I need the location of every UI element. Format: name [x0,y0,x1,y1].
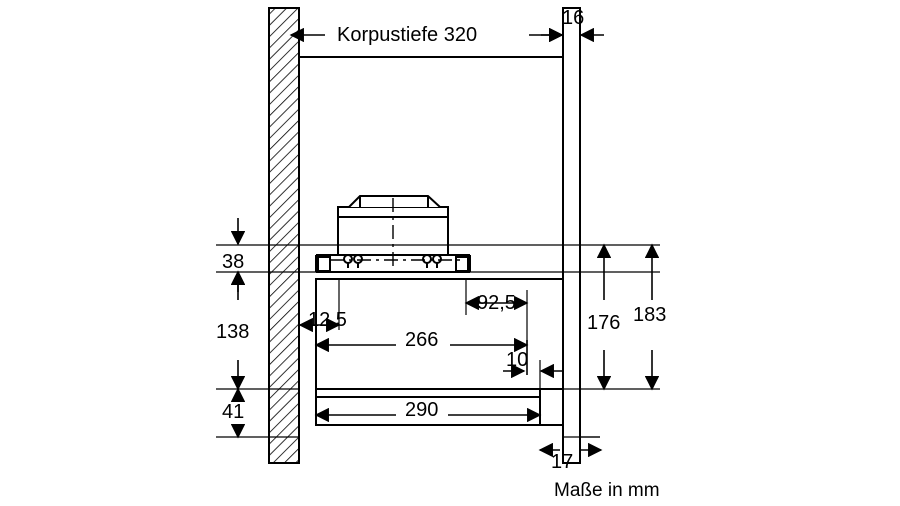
dimension-label-41: 41 [222,401,245,423]
wall-section [269,8,299,463]
dimension-label-183: 183 [633,304,667,326]
dimension-label-16: 16 [562,7,585,29]
dimension-label-138: 138 [216,321,250,343]
dimension-label-17: 17 [551,451,574,473]
dimension-label-10: 10 [506,349,529,371]
dimension-label-12-5: 12,5 [308,309,347,331]
unit-note: Maße in mm [554,480,660,501]
pull-out-drawer [316,389,563,425]
dimension-label-korpustiefe: Korpustiefe 320 [337,24,478,46]
dimension-label-266: 266 [405,329,439,351]
dimension-label-38: 38 [222,251,245,273]
dimension-label-290: 290 [405,399,439,421]
dimension-label-176: 176 [587,312,621,334]
dimension-label-92-5: 92,5 [477,292,516,314]
